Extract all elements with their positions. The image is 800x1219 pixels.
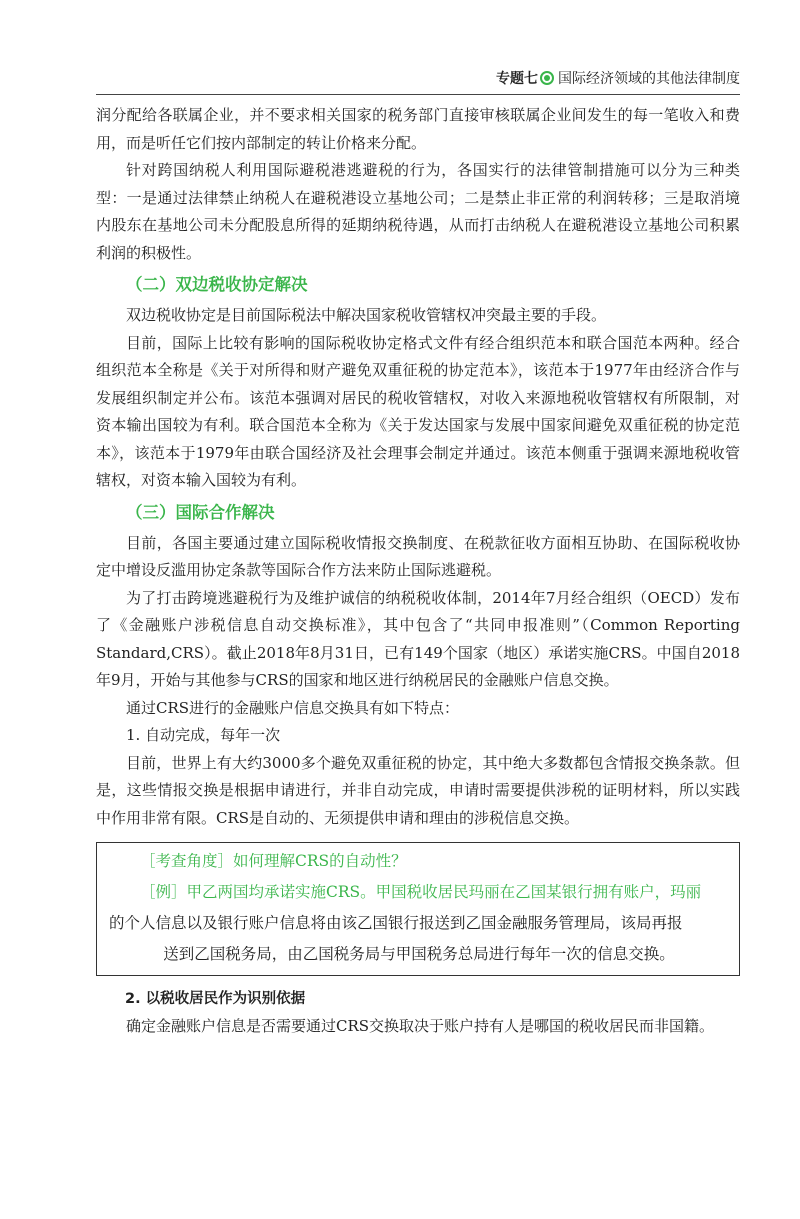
paragraph: 确定金融账户信息是否需要通过CRS交换取决于账户持有人是哪国的税收居民而非国籍。: [126, 1017, 715, 1035]
header-rule: [96, 94, 740, 95]
subsection-heading-tax-residence: 2. 以税收居民作为识别依据: [125, 991, 306, 1007]
header-title: 专题七: [496, 71, 538, 87]
example-text: 的个人信息以及银行账户信息将由该乙国银行报送到乙国金融服务管理局，该局再报: [109, 914, 683, 932]
paragraph: 双边税收协定是目前国际税法中解决国家税收管辖权冲突最主要的手段。: [126, 306, 607, 324]
list-item-heading: 1. 自动完成，每年一次: [126, 726, 281, 744]
example-text: 送到乙国税务局，由乙国税务局与甲国税务总局进行每年一次的信息交换。: [163, 945, 675, 963]
circle-bullet-icon: [540, 71, 554, 85]
section-heading-cooperation: （三）国际合作解决: [126, 502, 275, 522]
paragraph: 通过CRS进行的金融账户信息交换具有如下特点：: [126, 698, 460, 717]
header-subtitle: 国际经济领域的其他法律制度: [558, 71, 740, 87]
paragraph: 润分配给各联属企业，并不要求相关国家的税务部门直接审核联属企业间发生的每一笔收入和费用，而是听任它们按内部制定的转让价格来分配。: [96, 106, 740, 152]
paragraph: 针对跨国纳税人利用国际避税港逃避税的行为，各国实行的法律管制措施可以分为三种类型：一是通过法律禁止纳税人在避税港设立基地公司；二是禁止非正常的利润转移；三是取消境内股东在基地公司未分配股息所得的延期纳税待遇，从而打击纳税人在避税港设立基地公司积累利润的积极性。: [96, 161, 740, 262]
exam-angle-question: ［考查角度］如何理解CRS的自动性？: [140, 852, 407, 870]
paragraph: 目前，世界上有大约3000多个避免双重征税的协定，其中绝大多数都包含情报交换条款。但是，这些情报交换是根据申请进行，并非自动完成，申请时需要提供涉税的证明材料，所以实践中作用非常有限。CRS是自动的、无须提供申请和理由的涉税信息交换。: [96, 753, 740, 827]
page-body: [96, 102, 740, 1041]
paragraph: 为了打击跨境逃避税行为及维护诚信的纳税税收体制，2014年7月经合组织（OECD）发布了《金融账户涉税信息自动交换标准》，其中包含了“共同申报准则”（Common Reporting Standard,CRS）。截止2018年8月31日，已有149个国家（地区）承诺实施CRS。中国自2018年9月，开始与其他参与CRS的国家和地区进行纳税居民的金融账户信息交换。: [96, 588, 740, 689]
section-heading-bilateral: （二）双边税收协定解决: [126, 275, 308, 294]
example-box: [96, 842, 740, 976]
example-text: ［例］甲乙两国均承诺实施CRS。甲国税收居民玛丽在乙国某银行拥有账户，玛丽: [140, 883, 702, 901]
running-header: [496, 68, 740, 88]
paragraph: 目前，国际上比较有影响的国际税收协定格式文件有经合组织范本和联合国范本两种。经合组织范本全称是《关于对所得和财产避免双重征税的协定范本》，该范本于1977年由经济合作与发展组织制定并公布。该范本强调对居民的税收管辖权，对收入来源地税收管辖权有所限制，对资本输出国较为有利。联合国范本全称为《关于发达国家与发展中国家间避免双重征税的协定范本》，该范本于1979年由联合国经济及社会理事会制定并通过。该范本侧重于强调来源地税收管辖权，对资本输入国较为有利。: [96, 333, 740, 489]
paragraph: 目前，各国主要通过建立国际税收情报交换制度、在税款征收方面相互协助、在国际税收协定中增设反滥用协定条款等国际合作方法来防止国际逃避税。: [96, 533, 740, 579]
